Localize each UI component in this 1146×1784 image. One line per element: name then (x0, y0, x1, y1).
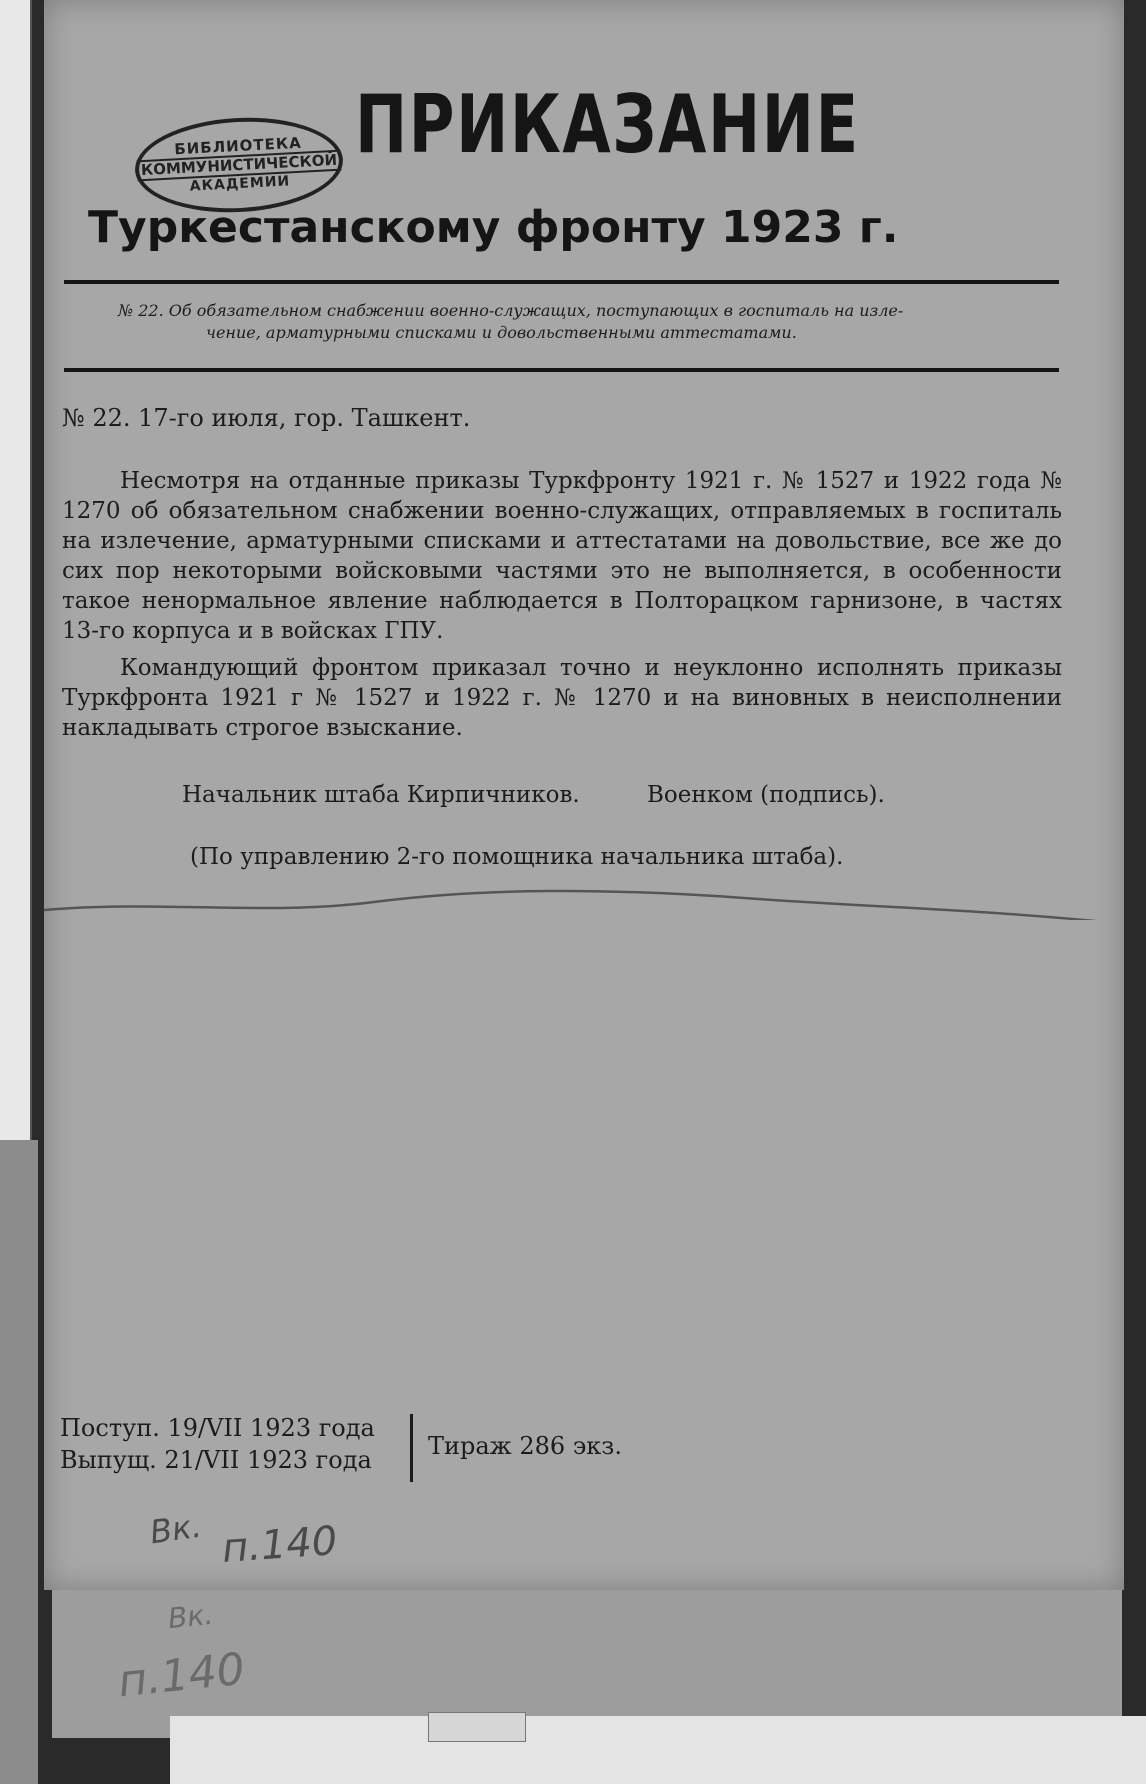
bottom-margin (170, 1716, 1146, 1784)
stamp-line-2: КОММУНИСТИЧЕСКОЙ (136, 150, 341, 182)
order-summary (118, 300, 1063, 344)
document-subtitle: Туркестанскому фронту 1923 г. (88, 202, 899, 253)
signature-commissar: Военком (подпись). (647, 782, 885, 808)
order-number-line: № 22. 17-го июля, гор. Ташкент. (62, 404, 471, 432)
handwritten-note-lower: п.140 (115, 1643, 248, 1708)
signatures (62, 780, 1062, 810)
department-note (62, 842, 1062, 872)
signature-chief: Начальник штаба Кирпичников. (182, 782, 580, 808)
bottom-rule (64, 368, 1059, 372)
summary-line-1: № 22. Об обязательном снабжении военно-служащих, поступающих в госпиталь на изле- (118, 301, 904, 320)
binding-tab (428, 1712, 526, 1742)
paper-tear-line (44, 880, 1124, 920)
footer-circulation: Тираж 286 экз. (428, 1432, 622, 1460)
top-rule (64, 280, 1059, 284)
footer-issued: Выпущ. 21/VII 1923 года (60, 1446, 372, 1474)
order-paragraph-1: Несмотря на отданные приказы Туркфронту 1921 г. № 1527 и 1922 года № 1270 об обязательном снабжении военно-служащих, отправляемых в госпиталь на излечение, арматурными списками и аттестатами на довольствие, все же до сих пор некоторыми войсковыми частями это не выполняется, в особенности такое ненормальное явление наблюдается в Полторацком гарнизоне, в частях 13-го корпуса и в войсках ГПУ. (62, 468, 1062, 644)
footer-received: Поступ. 19/VII 1923 года (60, 1414, 375, 1442)
footer-dates (60, 1412, 400, 1476)
summary-line-2: чение, арматурными списками и довольственными аттестатами. (206, 323, 797, 342)
stamp-line-3: АКАДЕМИИ (189, 173, 291, 195)
document-title: ПРИКАЗАНИЕ (355, 78, 860, 171)
handwritten-prefix-lower: Вк. (166, 1597, 215, 1636)
order-paragraph-2: Командующий фронтом приказал точно и неуклонно исполнять приказы Туркфронта 1921 г № 1527 и 1922 г. № 1270 и на виновных в неисполнении накладывать строгое взыскание. (62, 655, 1062, 741)
left-page-edge (0, 0, 32, 1140)
left-page-edge-lower (0, 1140, 38, 1784)
footer-separator (410, 1414, 413, 1482)
stamp-line-1: БИБЛИОТЕКА (173, 133, 303, 159)
department-text: (По управлению 2-го помощника начальника штаба). (190, 844, 844, 870)
handwritten-note-upper: п.140 (220, 1518, 339, 1572)
handwritten-prefix-upper: Вк. (147, 1506, 204, 1552)
